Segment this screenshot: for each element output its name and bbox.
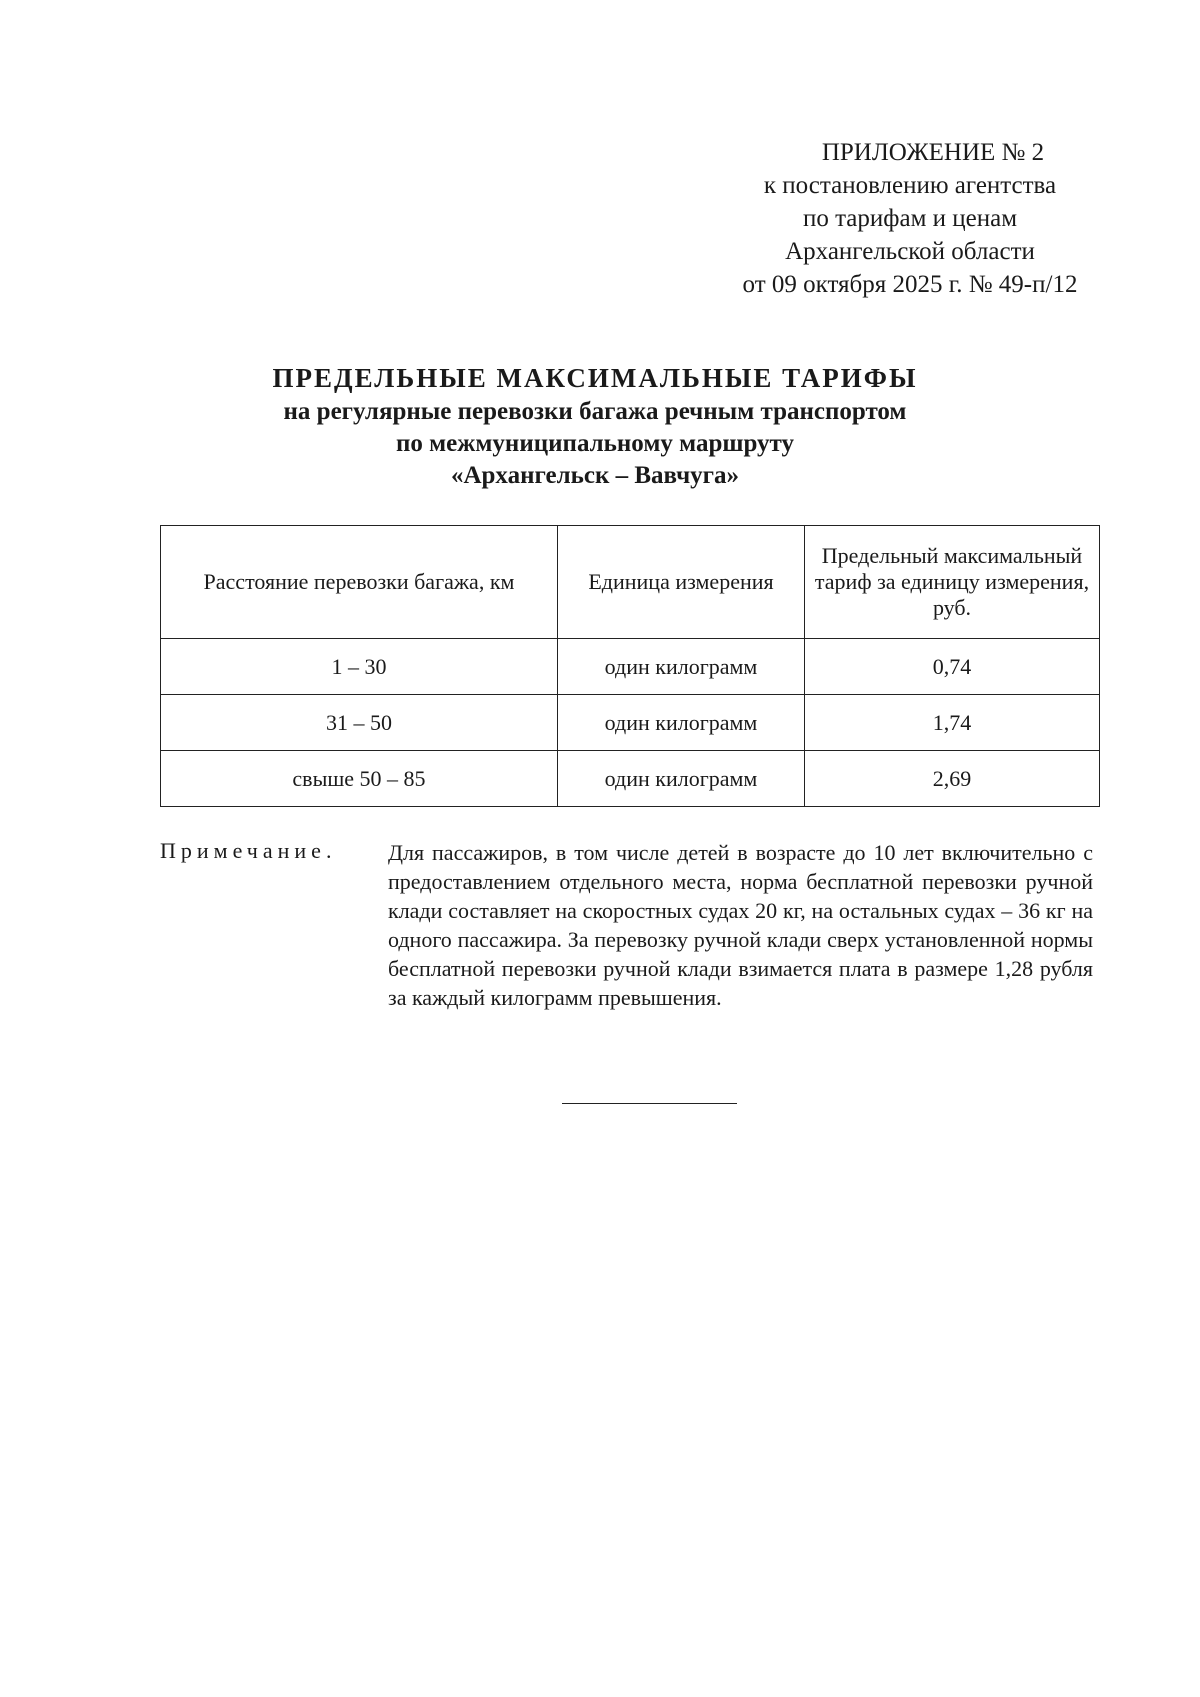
cell-unit: один килограмм	[558, 695, 805, 751]
table-row	[161, 695, 1100, 751]
cell-distance: 31 – 50	[161, 695, 558, 751]
cell-unit: один килограмм	[558, 639, 805, 695]
table-row	[161, 639, 1100, 695]
appendix-header	[700, 136, 1120, 301]
header-distance: Расстояние перевозки багажа, км	[161, 526, 558, 639]
title-route: «Архангельск – Вавчуга»	[450, 462, 740, 489]
appendix-date-line: от 09 октября 2025 г. № 49-п/12	[742, 271, 1078, 298]
cell-tariff: 1,74	[805, 695, 1100, 751]
note-label: Примечание.	[160, 838, 337, 863]
cell-distance: свыше 50 – 85	[161, 751, 558, 807]
appendix-line: к постановлению агентства	[763, 172, 1057, 199]
table-header-row	[161, 526, 1100, 639]
table-row	[161, 751, 1100, 807]
cell-unit: один килограмм	[558, 751, 805, 807]
title-line: по межмуниципальному маршруту	[395, 430, 795, 457]
appendix-line: Архангельской области	[785, 238, 1035, 265]
header-tariff: Предельный максимальный тариф за единицу измерения, руб.	[805, 526, 1100, 639]
note-text: Для пассажиров, в том числе детей в возрасте до 10 лет включительно с предоставлением отдельного места, норма бесплатной перевозки ручной клади составляет на скоростных судах 20 кг, на остальных судах – 36 кг на одного пассажира. За перевозку ручной клади сверх установленной нормы бесплатной перевозки ручной клади взимается плата в размере 1,28 рубля за каждый килограмм превышения.	[388, 840, 1093, 1010]
appendix-title: ПРИЛОЖЕНИЕ № 2	[821, 139, 1045, 166]
cell-distance: 1 – 30	[161, 639, 558, 695]
cell-tariff: 0,74	[805, 639, 1100, 695]
end-divider	[562, 1103, 737, 1104]
cell-tariff: 2,69	[805, 751, 1100, 807]
appendix-line: по тарифам и ценам	[802, 205, 1018, 232]
document-title	[160, 362, 1030, 492]
header-unit: Единица измерения	[558, 526, 805, 639]
tariff-table	[160, 525, 1100, 807]
title-main: ПРЕДЕЛЬНЫЕ МАКСИМАЛЬНЫЕ ТАРИФЫ	[272, 363, 918, 393]
title-line: на регулярные перевозки багажа речным транспортом	[283, 398, 907, 425]
